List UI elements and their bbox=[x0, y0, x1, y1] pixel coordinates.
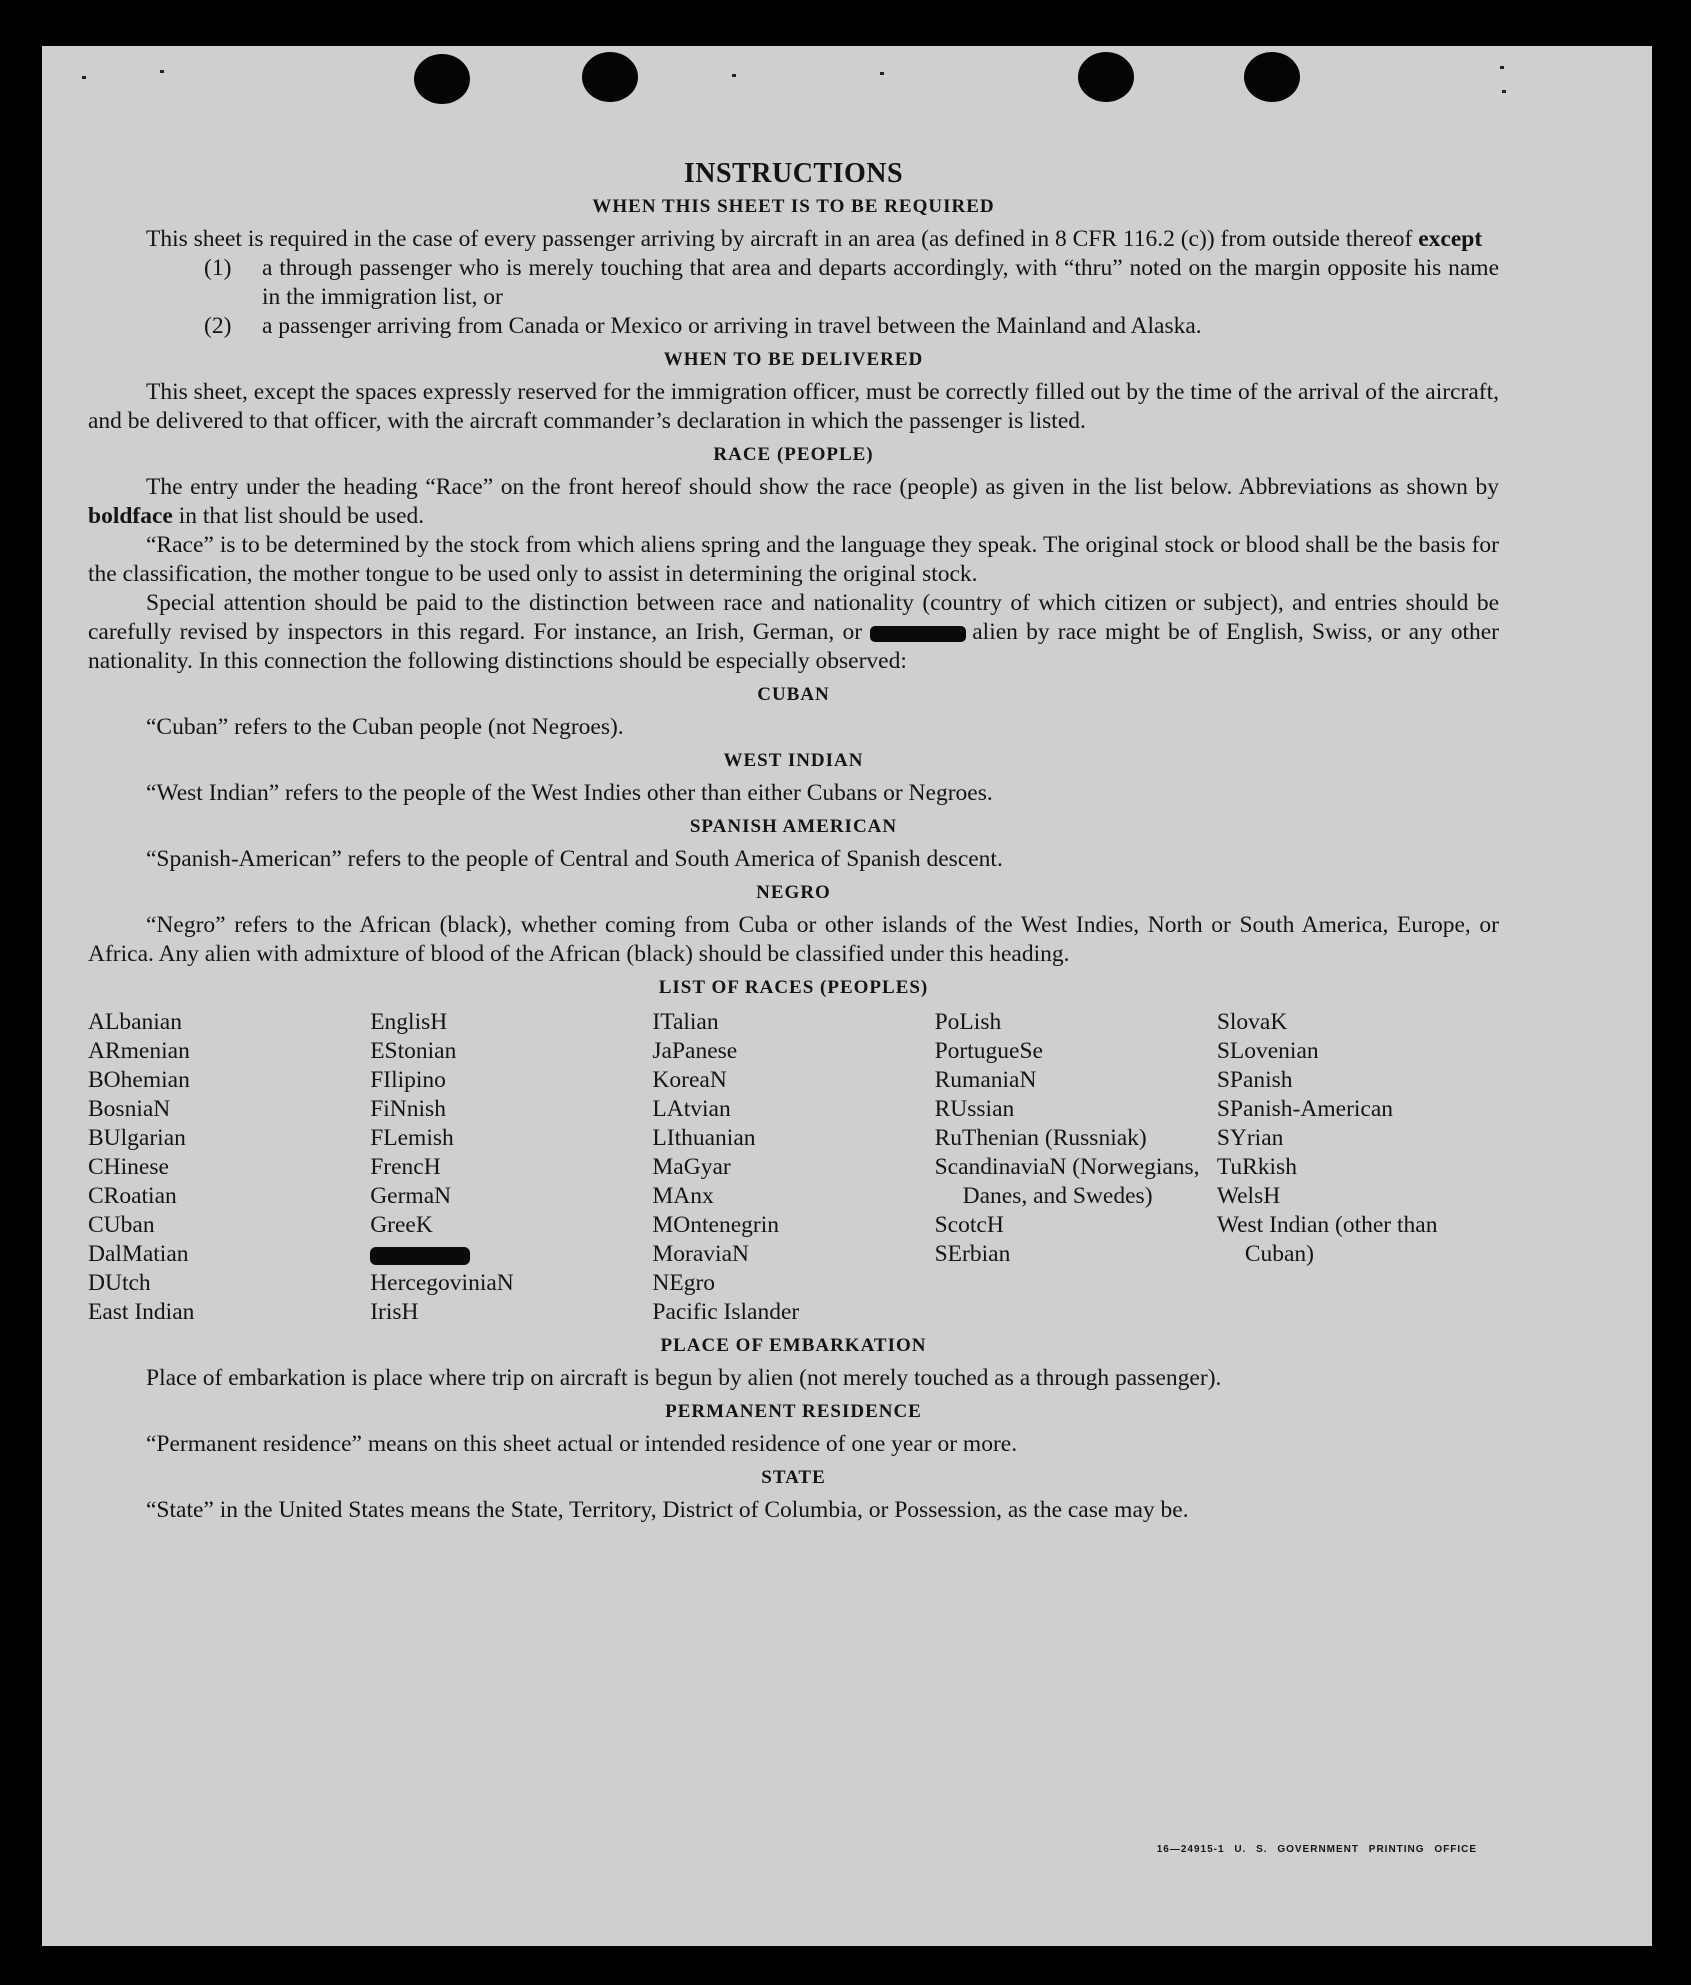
residence-text: “Permanent residence” means on this sheet actual or intended residence of one year or more. bbox=[146, 1431, 1018, 1457]
race-entry: FiNnish bbox=[370, 1096, 446, 1122]
instructions-body bbox=[88, 159, 1499, 1525]
paper-speck bbox=[732, 74, 736, 77]
section-heading-negro: NEGRO bbox=[756, 882, 831, 903]
race-entry: BUlgarian bbox=[88, 1125, 186, 1151]
race-entry: PortugueSe bbox=[934, 1038, 1043, 1064]
state-text: “State” in the United States means the State, Territory, District of Columbia, or Possession, as the case may be. bbox=[146, 1497, 1189, 1523]
race-entry: ITalian bbox=[652, 1009, 719, 1035]
race-entry: ARmenian bbox=[88, 1038, 190, 1064]
printer-imprint: 16—24915-1 U. S. GOVERNMENT PRINTING OFFICE bbox=[1156, 1844, 1477, 1855]
race-entry: LAtvian bbox=[652, 1096, 731, 1122]
punch-hole bbox=[582, 52, 638, 102]
race-entry: SPanish bbox=[1216, 1067, 1293, 1093]
race-paragraph: “Race” is to be determined by the stock from which aliens spring and the language they speak. The original stock or blood shall be the basis for the classification, the mother tongue to be used only to assist in determining the original stock. bbox=[88, 532, 1499, 587]
race-entry: LIthuanian bbox=[652, 1125, 756, 1151]
race-entry: PoLish bbox=[934, 1009, 1002, 1035]
races-column-1 bbox=[88, 1008, 370, 1327]
embarkation-text: Place of embarkation is place where trip on aircraft is begun by alien (not merely touched as a through passenger). bbox=[146, 1365, 1222, 1391]
race-entry: EnglisH bbox=[370, 1009, 448, 1035]
races-column-3 bbox=[652, 1008, 934, 1327]
race-entry: KoreaN bbox=[652, 1067, 727, 1093]
race-entry: GreeK bbox=[370, 1212, 433, 1238]
race-entry: HercegoviniaN bbox=[370, 1270, 514, 1296]
race-entry: BosniaN bbox=[88, 1096, 171, 1122]
section-heading-spanish-american: SPANISH AMERICAN bbox=[689, 816, 898, 837]
race-entry: SYrian bbox=[1216, 1125, 1284, 1151]
race-entry: IrisH bbox=[370, 1299, 419, 1325]
race-entry: EStonian bbox=[370, 1038, 457, 1064]
race-entry: CUban bbox=[88, 1212, 155, 1238]
section-heading-list-of-races: LIST OF RACES (PEOPLES) bbox=[658, 977, 929, 998]
required-intro: This sheet is required in the case of every passenger arriving by aircraft in an area (as defined in 8 CFR 116.2 (c)) from outside thereof except bbox=[146, 226, 1483, 252]
negro-text: “Negro” refers to the African (black), whether coming from Cuba or other islands of the West Indies, North or South America, Europe, or Africa. Any alien with admixture of blood of the African (black) should be classified under this heading. bbox=[88, 912, 1499, 967]
race-entry: SLovenian bbox=[1216, 1038, 1319, 1064]
races-column-2 bbox=[370, 1008, 652, 1327]
race-entry: NEgro bbox=[652, 1270, 716, 1296]
page-title: INSTRUCTIONS bbox=[683, 158, 904, 189]
document-sheet bbox=[42, 46, 1652, 1946]
race-entry-redacted bbox=[370, 1240, 652, 1269]
race-entry: SlovaK bbox=[1216, 1009, 1288, 1035]
paper-speck bbox=[1502, 90, 1506, 93]
race-entry: FIlipino bbox=[370, 1067, 446, 1093]
delivered-text: This sheet, except the spaces expressly reserved for the immigration officer, must be correctly filled out by the time of the arrival of the aircraft, and be delivered to that officer, with the aircraft commander’s declaration in which the passenger is listed. bbox=[88, 379, 1499, 434]
race-entry: JaPanese bbox=[652, 1038, 738, 1064]
race-entry: CRoatian bbox=[88, 1183, 177, 1209]
section-heading-required: WHEN THIS SHEET IS TO BE REQUIRED bbox=[592, 196, 995, 217]
section-heading-west-indian: WEST INDIAN bbox=[723, 750, 864, 771]
race-entry: MOntenegrin bbox=[652, 1212, 780, 1238]
race-entry: GermaN bbox=[370, 1183, 452, 1209]
race-entry: ScandinaviaN (Norwegians, Danes, and Swedes) bbox=[934, 1154, 1200, 1209]
race-entry: RuThenian (Russniak) bbox=[934, 1125, 1147, 1151]
races-column-4 bbox=[935, 1008, 1217, 1327]
redaction-mark bbox=[370, 1247, 470, 1265]
paper-speck bbox=[82, 76, 86, 79]
race-entry: East Indian bbox=[88, 1299, 195, 1325]
race-entry: DalMatian bbox=[88, 1241, 189, 1267]
race-entry: MoraviaN bbox=[652, 1241, 749, 1267]
race-entry: Pacific Islander bbox=[652, 1299, 800, 1325]
paper-speck bbox=[160, 70, 164, 73]
race-entry: RUssian bbox=[934, 1096, 1015, 1122]
race-entry: ScotcH bbox=[934, 1212, 1004, 1238]
section-heading-race: RACE (PEOPLE) bbox=[713, 444, 874, 465]
race-entry: SErbian bbox=[934, 1241, 1011, 1267]
section-heading-state: STATE bbox=[761, 1467, 826, 1488]
race-entry: West Indian (other than Cuban) bbox=[1216, 1212, 1438, 1267]
races-column-5 bbox=[1217, 1008, 1499, 1327]
race-entry: TuRkish bbox=[1216, 1154, 1297, 1180]
section-heading-embarkation: PLACE OF EMBARKATION bbox=[660, 1335, 927, 1356]
section-heading-cuban: CUBAN bbox=[757, 684, 830, 705]
redaction-mark bbox=[870, 626, 966, 642]
race-entry: MaGyar bbox=[652, 1154, 731, 1180]
race-entry: FLemish bbox=[370, 1125, 454, 1151]
race-entry: SPanish-American bbox=[1216, 1096, 1394, 1122]
paper-speck bbox=[880, 72, 884, 75]
race-entry: DUtch bbox=[88, 1270, 151, 1296]
exception-item: (1) a through passenger who is merely touching that area and departs accordingly, with “thru” noted on the margin opposite his name in the immigration list, or bbox=[204, 255, 1499, 310]
race-paragraph: The entry under the heading “Race” on the front hereof should show the race (people) as given in the list below. Abbreviations as shown by boldface in that list should be used. bbox=[88, 474, 1499, 529]
cuban-text: “Cuban” refers to the Cuban people (not Negroes). bbox=[146, 714, 624, 740]
race-entry: MAnx bbox=[652, 1183, 714, 1209]
exception-item: (2) a passenger arriving from Canada or Mexico or arriving in travel between the Mainland and Alaska. bbox=[204, 313, 1202, 339]
race-entry: ALbanian bbox=[88, 1009, 182, 1035]
paper-speck bbox=[1500, 66, 1504, 69]
west-indian-text: “West Indian” refers to the people of the West Indies other than either Cubans or Negroes. bbox=[146, 780, 993, 806]
punch-hole bbox=[1244, 52, 1300, 102]
races-list bbox=[88, 1008, 1499, 1327]
race-entry: BOhemian bbox=[88, 1067, 190, 1093]
spanish-american-text: “Spanish-American” refers to the people of Central and South America of Spanish descent. bbox=[146, 846, 1003, 872]
punch-hole bbox=[1078, 52, 1134, 102]
race-entry: FrencH bbox=[370, 1154, 441, 1180]
punch-hole bbox=[414, 54, 470, 104]
race-paragraph: Special attention should be paid to the distinction between race and nationality (country of which citizen or subject), and entries should be carefully revised by inspectors in this regard. For instance, an Irish, German, or alien by race might be of English, Swiss, or any other nationality. In this connection the following distinctions should be especially observed: bbox=[88, 590, 1499, 674]
race-entry: CHinese bbox=[88, 1154, 169, 1180]
section-heading-residence: PERMANENT RESIDENCE bbox=[665, 1401, 922, 1422]
section-heading-delivered: WHEN TO BE DELIVERED bbox=[663, 349, 924, 370]
race-entry: RumaniaN bbox=[934, 1067, 1037, 1093]
race-entry: WelsH bbox=[1216, 1183, 1281, 1209]
